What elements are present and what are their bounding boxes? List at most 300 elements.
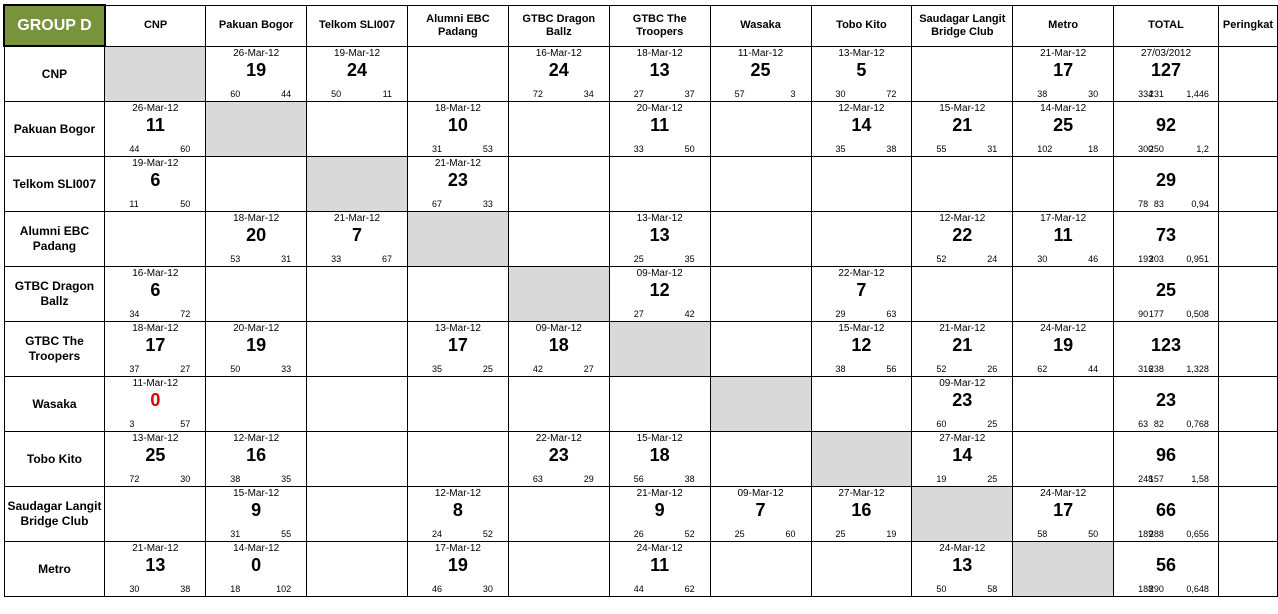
points-for: 38 (835, 364, 846, 374)
match-result (408, 102, 508, 156)
points-against: 3 (790, 89, 796, 99)
team-name: Pakuan Bogor (4, 102, 105, 157)
match-result (912, 47, 1012, 102)
team-row (4, 102, 1278, 157)
match-score: 25 (1053, 115, 1074, 135)
match-score: 18 (649, 445, 670, 465)
match-result (105, 157, 205, 211)
points-for: 25 (835, 529, 846, 539)
match-cell (710, 267, 811, 322)
total-ratio: 1,328 (1186, 364, 1209, 374)
match-score: 12 (649, 280, 670, 300)
match-cell (407, 487, 508, 542)
total-points-for: 193 (1138, 254, 1154, 264)
match-cell (307, 432, 408, 487)
match-result (711, 267, 811, 321)
total-points-for: 90 (1138, 309, 1149, 319)
points-for: 37 (129, 364, 140, 374)
match-cell (912, 322, 1013, 377)
points-against: 57 (180, 419, 191, 429)
match-cell (710, 322, 811, 377)
match-score: 23 (548, 445, 569, 465)
match-date: 15-Mar-12 (233, 488, 280, 499)
points-against: 58 (987, 584, 998, 594)
points-for: 67 (431, 199, 442, 209)
match-score: 17 (1053, 59, 1074, 80)
standings-table (3, 4, 1278, 597)
total-score: 123 (1150, 335, 1182, 355)
match-result (408, 322, 508, 376)
match-cell (1013, 487, 1114, 542)
match-result (206, 487, 306, 541)
rank-cell (1218, 102, 1277, 157)
match-result (509, 542, 609, 596)
match-score: 7 (755, 500, 766, 520)
column-header: Alumni EBC Padang (407, 5, 508, 46)
points-for: 50 (936, 584, 947, 594)
match-score: 0 (150, 390, 161, 410)
match-date: 14-Mar-12 (233, 543, 280, 554)
match-date: 12-Mar-12 (434, 488, 481, 499)
match-result (307, 322, 407, 376)
total-score: 25 (1155, 280, 1177, 300)
column-header: Telkom SLI007 (307, 5, 408, 46)
points-against: 34 (583, 89, 594, 99)
match-cell (206, 322, 307, 377)
match-date: 24-Mar-12 (1040, 488, 1087, 499)
match-cell (912, 377, 1013, 432)
match-cell (811, 267, 912, 322)
match-cell (1013, 432, 1114, 487)
match-date: 09-Mar-12 (535, 323, 582, 334)
points-against: 33 (281, 364, 292, 374)
match-date: 21-Mar-12 (939, 323, 986, 334)
match-cell (508, 102, 609, 157)
points-against: 26 (987, 364, 998, 374)
points-against: 24 (987, 254, 998, 264)
total-result (1114, 157, 1218, 211)
match-cell (206, 212, 307, 267)
match-result (711, 102, 811, 156)
match-score: 14 (952, 445, 973, 465)
match-result (912, 377, 1012, 431)
points-for: 42 (532, 364, 543, 374)
match-date: 13-Mar-12 (838, 47, 885, 59)
match-result (1013, 487, 1113, 541)
match-date: 26-Mar-12 (233, 47, 280, 59)
match-result (1013, 102, 1113, 156)
points-against: 38 (684, 474, 695, 484)
match-date: 15-Mar-12 (636, 433, 683, 444)
match-cell (912, 542, 1013, 597)
points-for: 31 (431, 144, 442, 154)
match-result (408, 377, 508, 431)
match-cell (206, 542, 307, 597)
team-row (4, 432, 1278, 487)
match-result (711, 47, 811, 102)
match-result (812, 542, 912, 596)
match-cell (811, 157, 912, 212)
match-result (509, 377, 609, 431)
total-result (1114, 377, 1218, 431)
self-match-cell (1013, 542, 1114, 597)
points-for: 55 (936, 144, 947, 154)
match-result (812, 102, 912, 156)
match-result (610, 267, 710, 321)
match-result (408, 267, 508, 321)
self-match-cell (206, 102, 307, 157)
match-date: 20-Mar-12 (636, 103, 683, 114)
team-row (4, 322, 1278, 377)
match-date: 16-Mar-12 (535, 47, 582, 59)
match-cell (912, 102, 1013, 157)
match-score: 18 (548, 335, 569, 355)
match-date: 11-Mar-12 (737, 47, 784, 59)
match-cell (105, 267, 206, 322)
match-result (610, 542, 710, 596)
points-against: 25 (987, 419, 998, 429)
total-cell (1114, 432, 1219, 487)
match-result (307, 542, 407, 596)
total-score: 66 (1155, 500, 1177, 520)
match-date: 24-Mar-12 (636, 543, 683, 554)
match-date: 12-Mar-12 (838, 103, 885, 114)
match-cell (811, 322, 912, 377)
self-match-cell (811, 432, 912, 487)
match-score: 19 (246, 59, 267, 80)
rank-cell (1218, 212, 1277, 267)
match-cell (407, 432, 508, 487)
team-row (4, 377, 1278, 432)
group-label: GROUP D (4, 5, 105, 46)
self-match-cell (407, 212, 508, 267)
match-cell (609, 432, 710, 487)
points-for: 24 (431, 529, 442, 539)
match-result (206, 322, 306, 376)
match-result (1013, 212, 1113, 266)
match-cell (609, 267, 710, 322)
total-result (1114, 267, 1218, 321)
total-ratio: 1,2 (1196, 144, 1209, 154)
match-cell (912, 432, 1013, 487)
total-ratio: 0,508 (1186, 309, 1209, 319)
points-for: 25 (633, 254, 644, 264)
points-for: 38 (1037, 89, 1048, 99)
points-for: 18 (230, 584, 241, 594)
total-points-for: 188 (1138, 584, 1154, 594)
match-date: 13-Mar-12 (636, 213, 683, 224)
match-date: 21-Mar-12 (1040, 47, 1087, 59)
total-points-against: 157 (1148, 474, 1164, 484)
team-name: GTBC Dragon Ballz (4, 267, 105, 322)
match-score: 16 (246, 445, 267, 465)
points-against: 33 (482, 199, 493, 209)
total-points-against: 177 (1148, 309, 1164, 319)
total-cell (1114, 267, 1219, 322)
match-cell (1013, 157, 1114, 212)
total-score: 56 (1155, 555, 1177, 575)
team-row (4, 267, 1278, 322)
match-score: 21 (952, 115, 973, 135)
match-cell (307, 487, 408, 542)
points-for: 29 (835, 309, 846, 319)
points-against: 38 (180, 584, 191, 594)
match-result (711, 322, 811, 376)
match-result (912, 157, 1012, 211)
match-cell (1013, 377, 1114, 432)
total-result (1114, 322, 1218, 376)
match-result (812, 157, 912, 211)
match-cell (407, 542, 508, 597)
match-date: 15-Mar-12 (939, 103, 986, 114)
points-for: 60 (230, 89, 241, 99)
rank-cell (1218, 377, 1277, 432)
match-score: 23 (447, 170, 468, 190)
total-result (1114, 212, 1218, 266)
points-for: 46 (431, 584, 442, 594)
match-cell (307, 267, 408, 322)
match-date: 22-Mar-12 (838, 268, 885, 279)
match-date: 17-Mar-12 (1040, 213, 1087, 224)
match-score: 19 (246, 335, 267, 355)
match-cell (912, 46, 1013, 102)
points-against: 31 (987, 144, 998, 154)
column-header: Peringkat (1218, 5, 1277, 46)
match-result (711, 487, 811, 541)
points-against: 27 (180, 364, 191, 374)
match-result (408, 432, 508, 486)
match-score: 17 (1053, 500, 1074, 520)
total-points-against: 231 (1148, 89, 1164, 99)
match-result (711, 212, 811, 266)
match-result (1013, 47, 1113, 102)
match-date: 21-Mar-12 (636, 488, 683, 499)
match-cell (105, 542, 206, 597)
match-cell (710, 432, 811, 487)
self-match-cell (508, 267, 609, 322)
points-for: 35 (431, 364, 442, 374)
match-result (1013, 267, 1113, 321)
points-against: 44 (281, 89, 292, 99)
header-row (4, 5, 1278, 46)
column-header: Tobo Kito (811, 5, 912, 46)
match-score: 20 (246, 225, 267, 245)
match-result (912, 322, 1012, 376)
match-score: 19 (1053, 335, 1074, 355)
column-header: CNP (105, 5, 206, 46)
total-result (1114, 47, 1218, 102)
points-against: 50 (180, 199, 191, 209)
match-date: 16-Mar-12 (132, 268, 179, 279)
points-against: 56 (886, 364, 897, 374)
match-score: 21 (952, 335, 973, 355)
total-points-for: 334 (1138, 89, 1154, 99)
match-score: 16 (851, 500, 872, 520)
total-result (1114, 102, 1218, 156)
total-points-against: 288 (1148, 529, 1164, 539)
match-score: 9 (654, 500, 665, 520)
points-against: 53 (482, 144, 493, 154)
match-score: 24 (548, 59, 569, 80)
match-cell (811, 487, 912, 542)
total-points-against: 82 (1153, 419, 1164, 429)
match-cell (811, 377, 912, 432)
rank-cell (1218, 542, 1277, 597)
match-cell (307, 102, 408, 157)
match-result (206, 157, 306, 211)
total-score: 96 (1155, 445, 1177, 465)
team-row (4, 46, 1278, 102)
match-cell (105, 322, 206, 377)
match-date: 18-Mar-12 (636, 47, 683, 59)
match-date: 21-Mar-12 (132, 543, 179, 554)
total-cell (1114, 102, 1219, 157)
match-cell (407, 46, 508, 102)
points-against: 19 (886, 529, 897, 539)
match-cell (206, 377, 307, 432)
match-result (912, 267, 1012, 321)
points-for: 33 (633, 144, 644, 154)
match-result (610, 487, 710, 541)
points-against: 50 (684, 144, 695, 154)
match-date: 18-Mar-12 (233, 213, 280, 224)
total-cell (1114, 212, 1219, 267)
total-ratio: 1,446 (1186, 89, 1209, 99)
points-for: 35 (835, 144, 846, 154)
match-cell (105, 212, 206, 267)
match-result (509, 47, 609, 102)
rank-cell (1218, 46, 1277, 102)
match-score: 6 (150, 280, 161, 300)
match-score: 0 (251, 555, 262, 575)
match-cell (307, 542, 408, 597)
total-points-for: 248 (1138, 474, 1154, 484)
match-cell (508, 322, 609, 377)
points-for: 33 (331, 254, 342, 264)
match-result (610, 432, 710, 486)
points-against: 18 (1088, 144, 1099, 154)
column-header: GTBC Dragon Ballz (508, 5, 609, 46)
match-cell (206, 487, 307, 542)
team-name: Saudagar Langit Bridge Club (4, 487, 105, 542)
match-cell (609, 46, 710, 102)
match-score: 7 (856, 280, 867, 300)
points-for: 56 (633, 474, 644, 484)
team-row (4, 542, 1278, 597)
match-result (509, 157, 609, 211)
total-cell (1114, 487, 1219, 542)
match-score: 25 (750, 59, 771, 80)
points-for: 60 (936, 419, 947, 429)
total-cell (1114, 542, 1219, 597)
match-result (307, 267, 407, 321)
match-cell (105, 157, 206, 212)
points-against: 63 (886, 309, 897, 319)
points-for: 30 (1037, 254, 1048, 264)
team-row (4, 487, 1278, 542)
match-cell (508, 377, 609, 432)
match-date: 21-Mar-12 (434, 158, 481, 169)
match-result (711, 432, 811, 486)
points-against: 60 (180, 144, 191, 154)
total-result (1114, 432, 1218, 486)
match-score: 11 (145, 115, 165, 135)
match-score: 19 (447, 555, 468, 575)
match-cell (710, 46, 811, 102)
points-against: 37 (684, 89, 695, 99)
match-date: 15-Mar-12 (838, 323, 885, 334)
points-against: 35 (684, 254, 695, 264)
points-against: 11 (382, 89, 392, 99)
points-for: 63 (532, 474, 543, 484)
match-result (105, 212, 205, 266)
team-row (4, 212, 1278, 267)
match-cell (508, 432, 609, 487)
column-header: TOTAL (1114, 5, 1219, 46)
match-date: 18-Mar-12 (434, 103, 481, 114)
column-header: Saudagar Langit Bridge Club (912, 5, 1013, 46)
points-against: 102 (276, 584, 292, 594)
match-cell (1013, 46, 1114, 102)
match-cell (206, 157, 307, 212)
team-name: Telkom SLI007 (4, 157, 105, 212)
points-for: 52 (936, 254, 947, 264)
points-for: 30 (129, 584, 140, 594)
points-against: 42 (684, 309, 695, 319)
match-result (610, 102, 710, 156)
match-cell (206, 46, 307, 102)
match-cell (609, 157, 710, 212)
match-result (408, 542, 508, 596)
points-against: 60 (785, 529, 796, 539)
match-cell (105, 432, 206, 487)
points-against: 72 (180, 309, 191, 319)
points-for: 58 (1037, 529, 1048, 539)
total-score: 92 (1155, 115, 1177, 135)
match-cell (710, 102, 811, 157)
total-result (1114, 542, 1218, 596)
points-against: 30 (180, 474, 191, 484)
points-against: 38 (886, 144, 897, 154)
match-result (105, 432, 205, 486)
total-points-against: 238 (1148, 364, 1164, 374)
total-date: 27/03/2012 (1140, 47, 1192, 59)
total-score: 23 (1155, 390, 1177, 410)
match-date: 22-Mar-12 (535, 433, 582, 444)
match-date: 09-Mar-12 (636, 268, 683, 279)
points-against: 55 (281, 529, 292, 539)
match-result (307, 212, 407, 266)
points-for: 50 (230, 364, 241, 374)
match-result (912, 432, 1012, 486)
match-result (812, 212, 912, 266)
match-cell (407, 377, 508, 432)
team-name: Alumni EBC Padang (4, 212, 105, 267)
match-cell (307, 377, 408, 432)
match-result (711, 542, 811, 596)
match-score: 7 (352, 225, 363, 245)
column-header: Wasaka (710, 5, 811, 46)
rank-cell (1218, 487, 1277, 542)
match-date: 09-Mar-12 (939, 378, 986, 389)
points-for: 27 (633, 89, 644, 99)
total-result (1114, 487, 1218, 541)
match-date: 26-Mar-12 (132, 103, 179, 114)
match-score: 13 (649, 59, 670, 80)
match-cell (407, 322, 508, 377)
total-cell (1114, 322, 1219, 377)
match-cell (609, 212, 710, 267)
